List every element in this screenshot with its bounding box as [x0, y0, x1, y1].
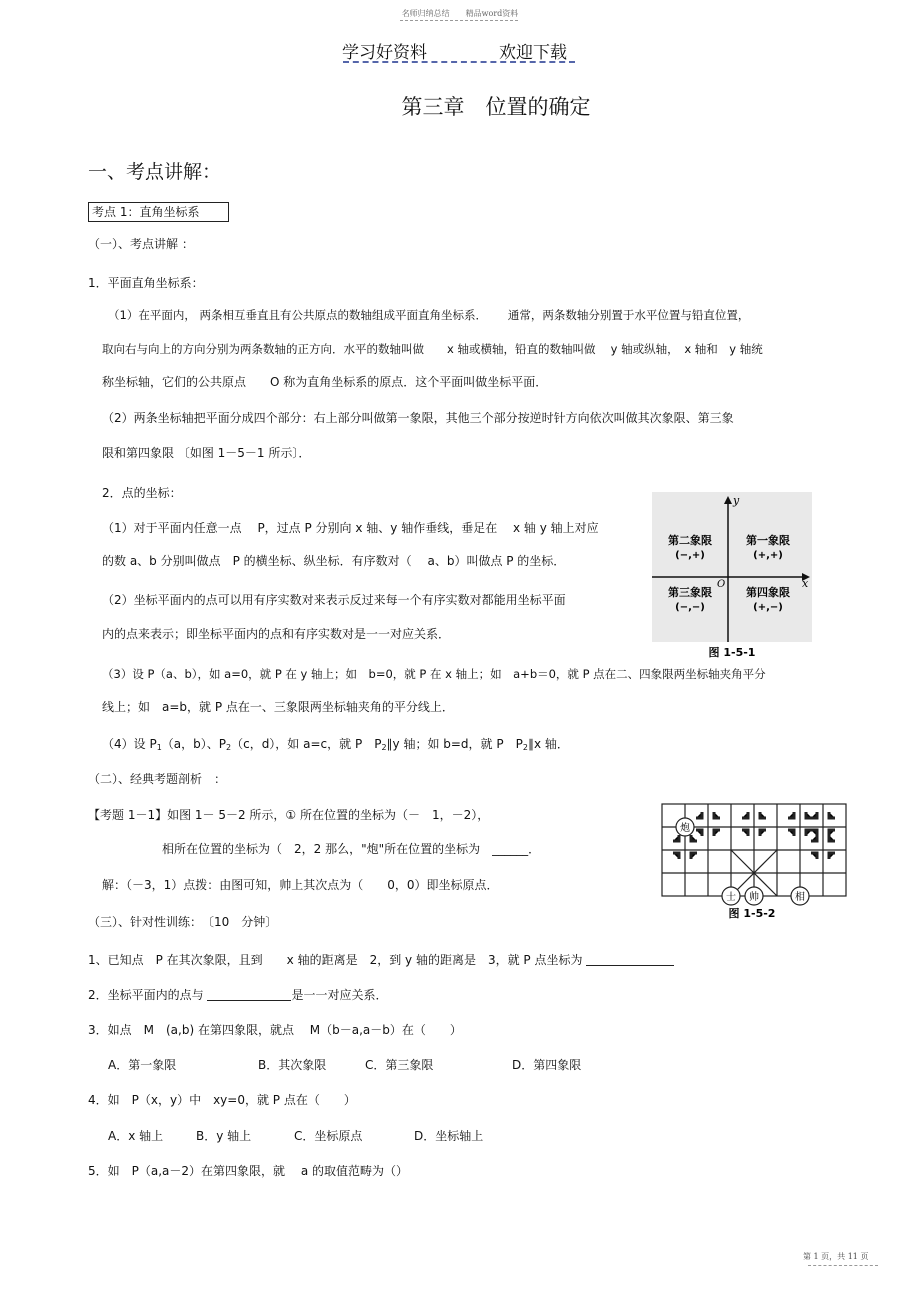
- running-header: [342, 38, 567, 63]
- top-note: 名师归纳总结 精品word资料: [401, 9, 519, 18]
- top-dash-divider: [400, 20, 518, 21]
- q4-option-a: A．x 轴上: [108, 1129, 164, 1143]
- footer-dash-divider: [808, 1265, 878, 1266]
- subsection-2: （二）、经典考题剖析 ：: [88, 772, 227, 786]
- q4-option-b: B．y 轴上: [196, 1129, 252, 1143]
- exam-solution: 解：（－3，1）点拨：由图可知，帅上其次点为（ 0，0）即坐标原点．: [102, 878, 499, 892]
- y-axis-label: y: [733, 494, 740, 507]
- quadrant-1-label: 第一象限: [746, 534, 790, 547]
- q3-option-c: C．第三象限: [365, 1058, 434, 1072]
- question-5: 5．如 P（a,a－2）在第四象限，就 a 的取值范畴为（）: [88, 1164, 409, 1178]
- paragraph-line: （1）在平面内， 两条相互垂直且有公共原点的数轴组成平面直角坐标系． 通常，两条数轴分别置于水平位置与铅直位置，: [108, 308, 750, 322]
- section-title: 一、考点讲解：: [88, 161, 222, 183]
- quadrant-1-sign: (+,+): [753, 550, 783, 561]
- item-2-heading: 2．点的坐标：: [102, 486, 182, 500]
- q3-option-a: A．第一象限: [108, 1058, 177, 1072]
- question-1: 1、已知点 P 在其次象限，且到 x 轴的距离是 2，到 y 轴的距离是 3，就 P 点坐标为: [88, 953, 674, 967]
- paragraph-line: （2）坐标平面内的点可以用有序实数对来表示反过来每一个有序实数对都能用坐标平面: [102, 593, 566, 607]
- x-axis-label: x: [802, 577, 809, 590]
- header-left: 学习好资料: [342, 43, 427, 63]
- quadrant-4-sign: (+,−): [753, 602, 783, 613]
- paragraph-line-subscripts: （4）设 $P_1(a$，b）、$P_2(c$，d），如 a=c，就 P $P_2\parallel y$ 轴；如 b=d，就 P $P_2\parallel x$ 轴．: [102, 737, 569, 752]
- paragraph-line: 取向右与向上的方向分别为两条数轴的正方向．水平的数轴叫做 x 轴或横轴，铅直的数轴叫做 y 轴或纵轴， x 轴和 y 轴统: [102, 342, 763, 356]
- kaodian-box: 考点 1：直角坐标系: [88, 202, 229, 222]
- question-4: 4．如 P（x，y）中 xy=0，就 P 点在（ ）: [88, 1093, 356, 1107]
- q3-option-d: D．第四象限: [512, 1058, 582, 1072]
- question-2: 2．坐标平面内的点与 是一一对应关系．: [88, 988, 388, 1002]
- figure-background: [652, 492, 812, 642]
- exam-question: 【考题 1－1】如图 1－ 5－2 所示，① 所在位置的坐标为（－ 1，－2），: [88, 808, 490, 822]
- chapter-title: 第三章 位置的确定: [401, 95, 591, 119]
- piece-shuai-label: 帅: [749, 892, 759, 903]
- piece-shi-label: 士: [726, 892, 736, 903]
- paragraph-line: 称坐标轴，它们的公共原点 O 称为直角坐标系的原点．这个平面叫做坐标平面．: [102, 375, 548, 389]
- header-dash-divider: [343, 61, 575, 63]
- piece-xiang-label: 相: [795, 892, 805, 903]
- quadrant-3-sign: (−,−): [675, 602, 705, 613]
- paragraph-line: （2）两条坐标轴把平面分成四个部分：右上部分叫做第一象限，其他三个部分按逆时针方向依次叫做其次象限、第三象: [102, 411, 734, 425]
- q4-option-d: D．坐标轴上: [414, 1129, 484, 1143]
- subsection-1: （一）、考点讲解 ：: [88, 237, 194, 251]
- item-1-heading: 1．平面直角坐标系：: [88, 276, 204, 290]
- q3-option-b: B．其次象限: [258, 1058, 327, 1072]
- paragraph-line: 线上；如 a=b，就 P 点在一、三象限两坐标轴夹角的平分线上．: [102, 700, 454, 714]
- page-footer: 第 1 页，共 11 页: [803, 1252, 869, 1261]
- quadrant-3-label: 第三象限: [668, 586, 712, 599]
- quadrant-2-label: 第二象限: [668, 534, 712, 547]
- exam-question-cont: 相所在位置的坐标为（ 2，2 那么，"炮"所在位置的坐标为 ______．: [162, 842, 541, 856]
- paragraph-line: 内的点来表示；即坐标平面内的点和有序实数对是一一对应关系．: [102, 627, 451, 641]
- question-3: 3．如点 M (a,b) 在第四象限，就点 M（b－a,a－b）在（ ）: [88, 1023, 462, 1037]
- figure-2-caption: 图 1-5-2: [728, 907, 776, 920]
- quadrant-4-label: 第四象限: [746, 586, 790, 599]
- figure-quadrants: [648, 490, 818, 662]
- piece-pao-label: 炮: [680, 823, 690, 834]
- figure-chessboard: [656, 796, 852, 922]
- paragraph-line: 限和第四象限 〔如图 1－5－1 所示〕．: [102, 446, 311, 460]
- paragraph-line: （3）设 P（a、b），如 a=0，就 P 在 y 轴上；如 b=0，就 P 在 x 轴上；如 a+b＝0，就 P 点在二、四象限两坐标轴夹角平分: [102, 667, 766, 681]
- subsection-3: （三）、针对性训练： 〔10 分钟〕: [88, 915, 278, 929]
- paragraph-line: （1）对于平面内任意一点 P，过点 P 分别向 x 轴、y 轴作垂线，垂足在 x 轴 y 轴上对应: [102, 521, 599, 535]
- figure-1-caption: 图 1-5-1: [708, 646, 756, 659]
- header-right: 欢迎下载: [499, 43, 567, 63]
- origin-label: O: [717, 579, 726, 590]
- paragraph-line: 的数 a、b 分别叫做点 P 的横坐标、纵坐标．有序数对（ a、b）叫做点 P 的坐标．: [102, 554, 566, 568]
- quadrant-2-sign: (−,+): [675, 550, 705, 561]
- q4-option-c: C．坐标原点: [294, 1129, 363, 1143]
